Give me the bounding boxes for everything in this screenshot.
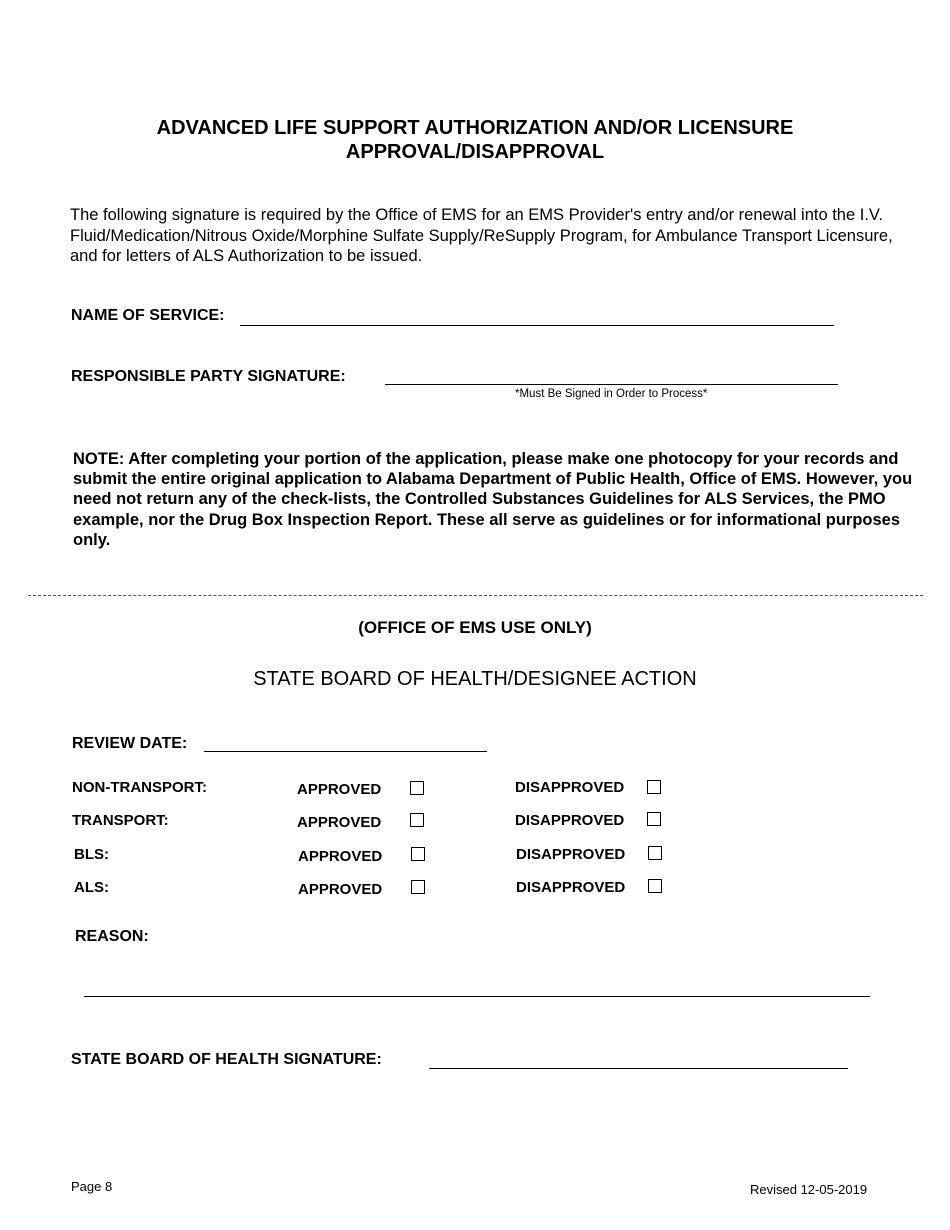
row-label-non-transport: NON-TRANSPORT: bbox=[72, 779, 207, 796]
als-approved-checkbox[interactable] bbox=[411, 880, 425, 894]
row-label-als: ALS: bbox=[74, 879, 109, 896]
row-label-bls: BLS: bbox=[74, 846, 109, 863]
page-number: Page 8 bbox=[71, 1179, 113, 1194]
page-title bbox=[0, 116, 950, 164]
intro-paragraph: The following signature is required by the Office of EMS for an EMS Provider's entry and/or renewal into the I.V. Fluid/Medication/Nitrous Oxide/Morphine Sulfate Supply/ReSupply Program, for Ambulance Transport Licensure, and for letters of ALS Authorization to be issued. bbox=[70, 206, 893, 265]
als-disapproved-checkbox[interactable] bbox=[648, 879, 662, 893]
approved-label: APPROVED bbox=[298, 881, 383, 898]
approved-label: APPROVED bbox=[297, 814, 382, 831]
reason-field[interactable] bbox=[84, 996, 870, 997]
responsible-party-signature-field[interactable] bbox=[385, 384, 838, 385]
state-board-signature-label: STATE BOARD OF HEALTH SIGNATURE: bbox=[71, 1051, 382, 1068]
row-label-transport: TRANSPORT: bbox=[72, 812, 169, 829]
review-date-field[interactable] bbox=[204, 751, 487, 752]
disapproved-label: DISAPPROVED bbox=[515, 812, 625, 829]
disapproved-label: DISAPPROVED bbox=[516, 846, 626, 863]
title-line-1: ADVANCED LIFE SUPPORT AUTHORIZATION AND/OR LICENSURE bbox=[156, 117, 794, 139]
disapproved-label: DISAPPROVED bbox=[516, 879, 626, 896]
non-transport-disapproved-checkbox[interactable] bbox=[647, 780, 661, 794]
approved-label: APPROVED bbox=[297, 781, 382, 798]
responsible-party-signature-label: RESPONSIBLE PARTY SIGNATURE: bbox=[71, 368, 346, 385]
note-paragraph: NOTE: After completing your portion of the application, please make one photocopy for your records and submit the entire original application to Alabama Department of Public Health, Office of EMS. However, you need not return any of the check-lists, the Controlled Substances Guidelines for ALS Services, the PMO example, nor the Drug Box Inspection Report. These all serve as guidelines or for informational purposes only. bbox=[73, 450, 913, 549]
name-of-service-field[interactable] bbox=[240, 325, 834, 326]
disapproved-label: DISAPPROVED bbox=[515, 779, 625, 796]
review-date-label: REVIEW DATE: bbox=[72, 735, 188, 752]
dotted-separator bbox=[28, 595, 923, 596]
non-transport-approved-checkbox[interactable] bbox=[410, 781, 424, 795]
transport-disapproved-checkbox[interactable] bbox=[647, 812, 661, 826]
title-line-2: APPROVAL/DISAPPROVAL bbox=[345, 141, 605, 163]
transport-approved-checkbox[interactable] bbox=[410, 813, 424, 827]
revised-date: Revised 12-05-2019 bbox=[750, 1182, 868, 1197]
approved-label: APPROVED bbox=[298, 848, 383, 865]
signature-required-note: *Must Be Signed in Order to Process* bbox=[515, 388, 708, 400]
office-use-heading: (OFFICE OF EMS USE ONLY) bbox=[358, 618, 592, 637]
bls-approved-checkbox[interactable] bbox=[411, 847, 425, 861]
reason-label: REASON: bbox=[75, 928, 149, 945]
bls-disapproved-checkbox[interactable] bbox=[648, 846, 662, 860]
name-of-service-label: NAME OF SERVICE: bbox=[71, 307, 225, 324]
state-board-signature-field[interactable] bbox=[429, 1068, 848, 1069]
board-action-heading: STATE BOARD OF HEALTH/DESIGNEE ACTION bbox=[253, 668, 697, 690]
